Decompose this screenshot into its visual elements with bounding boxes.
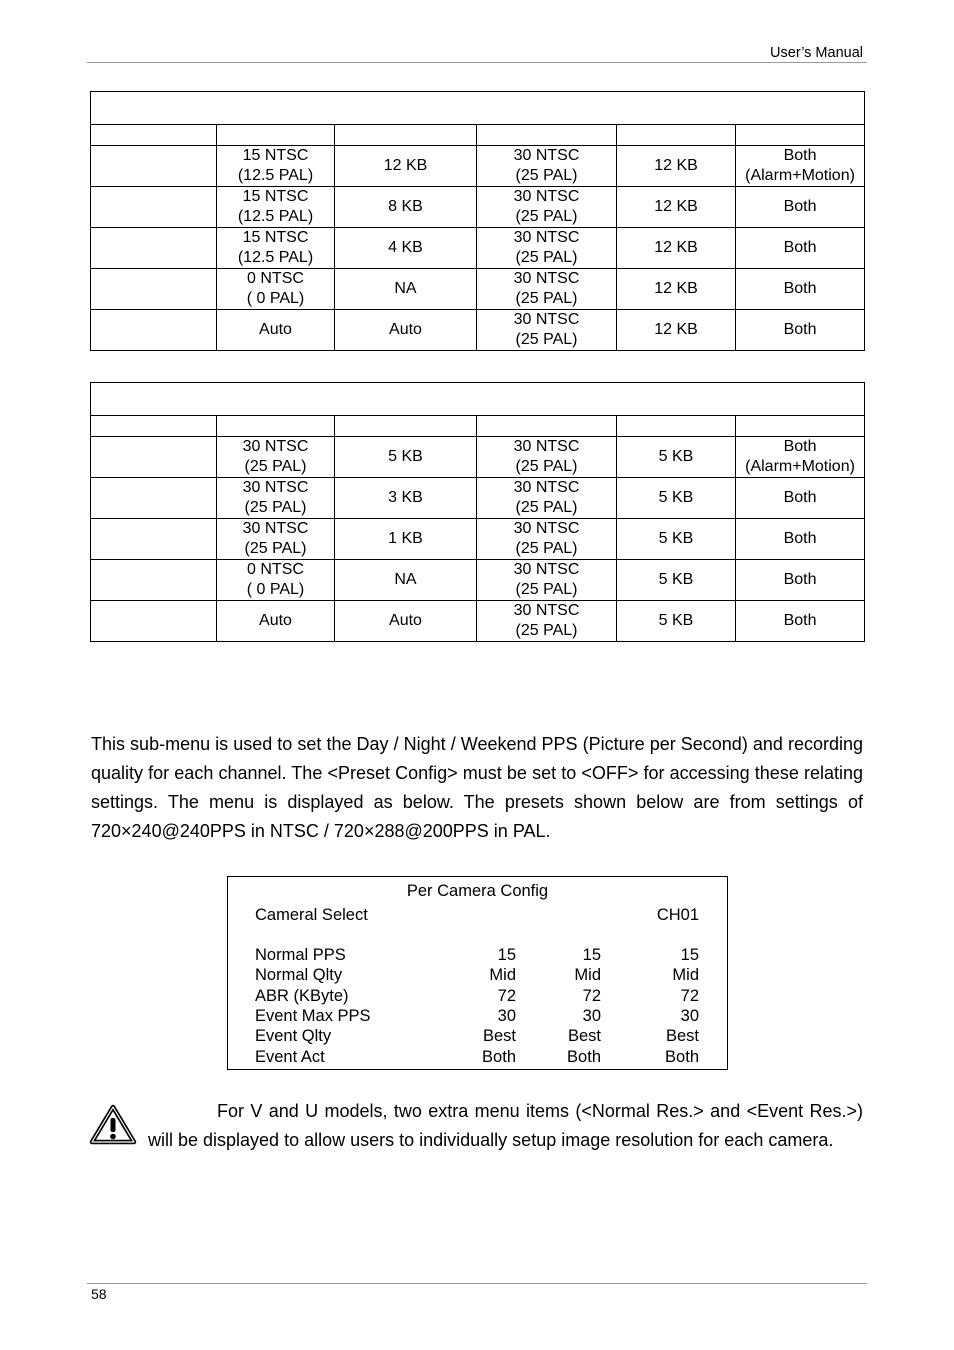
table-row <box>91 437 865 478</box>
menu-row-label: Event Act <box>255 1047 325 1066</box>
header-title: User’s Manual <box>770 45 863 61</box>
per-camera-config-menu <box>227 876 728 1070</box>
table-cell: 5 KB <box>617 478 736 519</box>
table-cell: Both <box>736 228 865 269</box>
table-caption <box>91 92 865 125</box>
table-cell: Auto <box>335 310 477 351</box>
table-cell <box>91 269 217 310</box>
table-cell: Auto <box>335 601 477 642</box>
table-cell: Both <box>736 519 865 560</box>
table-cell: 12 KB <box>617 310 736 351</box>
table-cell: 5 KB <box>617 437 736 478</box>
table-header-cell <box>617 416 736 437</box>
table-cell: Auto <box>217 601 335 642</box>
header-divider <box>87 62 867 63</box>
table-cell: 15 NTSC (12.5 PAL) <box>217 187 335 228</box>
table-header-cell <box>91 125 217 146</box>
table-cell: 5 KB <box>335 437 477 478</box>
menu-row-value: Best <box>567 1027 601 1046</box>
table-caption <box>91 383 865 416</box>
table-cell: Both <box>736 269 865 310</box>
table-cell: 8 KB <box>335 187 477 228</box>
table-cell: 5 KB <box>617 601 736 642</box>
menu-row-value: 15 <box>680 946 699 964</box>
table-cell: 30 NTSC (25 PAL) <box>477 228 617 269</box>
menu-row-value: Mid <box>574 966 601 985</box>
menu-row-value: 72 <box>680 986 699 1005</box>
table-cell: Both (Alarm+Motion) <box>736 437 865 478</box>
menu-row-value: Mid <box>489 966 516 985</box>
table-row <box>91 146 865 187</box>
menu-row-value: Mid <box>672 966 699 985</box>
camera-select-value: CH01 <box>656 906 699 924</box>
table-cell: 30 NTSC (25 PAL) <box>477 146 617 187</box>
menu-title: Per Camera Config <box>406 882 549 900</box>
table-row <box>91 269 865 310</box>
table-cell: 30 NTSC (25 PAL) <box>217 478 335 519</box>
menu-row-label: Normal Qlty <box>255 966 343 985</box>
table-cell <box>91 310 217 351</box>
menu-row-label: Event Max PPS <box>255 1006 371 1025</box>
menu-row-label: Event Qlty <box>255 1027 332 1046</box>
table-cell: 5 KB <box>617 560 736 601</box>
table-cell <box>91 560 217 601</box>
table-header-cell <box>217 416 335 437</box>
table-header-cell <box>335 416 477 437</box>
table-cell: 30 NTSC (25 PAL) <box>477 437 617 478</box>
table-cell <box>91 601 217 642</box>
table-cell: Both <box>736 560 865 601</box>
description-paragraph: This sub-menu is used to set the Day / Night / Weekend PPS (Picture per Second) and recording quality for each channel. The <Preset Config> must be set to <OFF> for accessing these relating settings. The menu is displayed as below. The presets shown below are from settings of 720×240@240PPS in NTSC / 720×288@200PPS in PAL. <box>91 734 863 841</box>
table-row <box>91 228 865 269</box>
table-row <box>91 187 865 228</box>
table-header-cell <box>477 416 617 437</box>
table-cell: 0 NTSC ( 0 PAL) <box>217 269 335 310</box>
menu-row-value: Both <box>665 1047 699 1066</box>
recording-table-2 <box>90 382 865 642</box>
table-cell: Auto <box>217 310 335 351</box>
table-cell: 30 NTSC (25 PAL) <box>217 437 335 478</box>
table-cell: 30 NTSC (25 PAL) <box>477 269 617 310</box>
table-cell: 4 KB <box>335 228 477 269</box>
table-cell: NA <box>335 269 477 310</box>
table-cell: 15 NTSC (12.5 PAL) <box>217 228 335 269</box>
table-row <box>91 478 865 519</box>
table-row <box>91 519 865 560</box>
table-cell: 12 KB <box>617 228 736 269</box>
table-header-cell <box>617 125 736 146</box>
table-cell: Both <box>736 601 865 642</box>
table-cell: 0 NTSC ( 0 PAL) <box>217 560 335 601</box>
table-cell: 30 NTSC (25 PAL) <box>477 560 617 601</box>
menu-row-value: 72 <box>497 986 516 1005</box>
table-cell <box>91 519 217 560</box>
table-cell: Both <box>736 478 865 519</box>
menu-row-value: 30 <box>680 1006 699 1025</box>
table-cell: 15 NTSC (12.5 PAL) <box>217 146 335 187</box>
menu-row-value: Best <box>482 1027 516 1046</box>
table-cell: 12 KB <box>617 269 736 310</box>
table-header-cell <box>335 125 477 146</box>
table-header-cell <box>217 125 335 146</box>
table-cell: 30 NTSC (25 PAL) <box>477 310 617 351</box>
menu-row-value: 30 <box>497 1006 516 1025</box>
table-cell: Both <box>736 310 865 351</box>
footer-divider <box>87 1283 867 1284</box>
table-cell: 30 NTSC (25 PAL) <box>477 519 617 560</box>
menu-row-value: Both <box>482 1047 516 1066</box>
table-cell: Both <box>736 187 865 228</box>
table-cell: 30 NTSC (25 PAL) <box>477 187 617 228</box>
menu-row-value: 30 <box>582 1006 601 1025</box>
table-header-cell <box>736 125 865 146</box>
menu-row-label: ABR (KByte) <box>255 986 349 1005</box>
camera-select-label: Cameral Select <box>255 906 368 924</box>
menu-row-value: 15 <box>497 946 516 964</box>
table-cell <box>91 437 217 478</box>
recording-table-1 <box>90 91 865 351</box>
warning-icon <box>89 1104 137 1146</box>
table-cell: 12 KB <box>617 146 736 187</box>
table-cell: Both (Alarm+Motion) <box>736 146 865 187</box>
menu-row-value: 72 <box>582 986 601 1005</box>
table-header-cell <box>91 416 217 437</box>
table-cell: 1 KB <box>335 519 477 560</box>
table-row <box>91 560 865 601</box>
menu-row-value: Best <box>665 1027 699 1046</box>
table-cell <box>91 146 217 187</box>
table-row <box>91 601 865 642</box>
table-cell <box>91 228 217 269</box>
menu-row-value: Both <box>567 1047 601 1066</box>
table-cell: 30 NTSC (25 PAL) <box>477 601 617 642</box>
page-number: 58 <box>91 1286 107 1302</box>
table-cell: 5 KB <box>617 519 736 560</box>
table-cell: 12 KB <box>335 146 477 187</box>
table-row <box>91 310 865 351</box>
table-cell <box>91 478 217 519</box>
table-header-cell <box>477 125 617 146</box>
table-cell: 30 NTSC (25 PAL) <box>217 519 335 560</box>
note-text: For V and U models, two extra menu items (<Normal Res.> and <Event Res.>) will be displayed to allow users to individually setup image resolution for each camera. <box>148 1101 863 1150</box>
menu-row-label: Normal PPS <box>255 946 346 964</box>
table-cell: NA <box>335 560 477 601</box>
table-header-cell <box>736 416 865 437</box>
menu-row-value: 15 <box>582 946 601 964</box>
table-cell: 30 NTSC (25 PAL) <box>477 478 617 519</box>
table-cell <box>91 187 217 228</box>
table-cell: 3 KB <box>335 478 477 519</box>
table-cell: 12 KB <box>617 187 736 228</box>
